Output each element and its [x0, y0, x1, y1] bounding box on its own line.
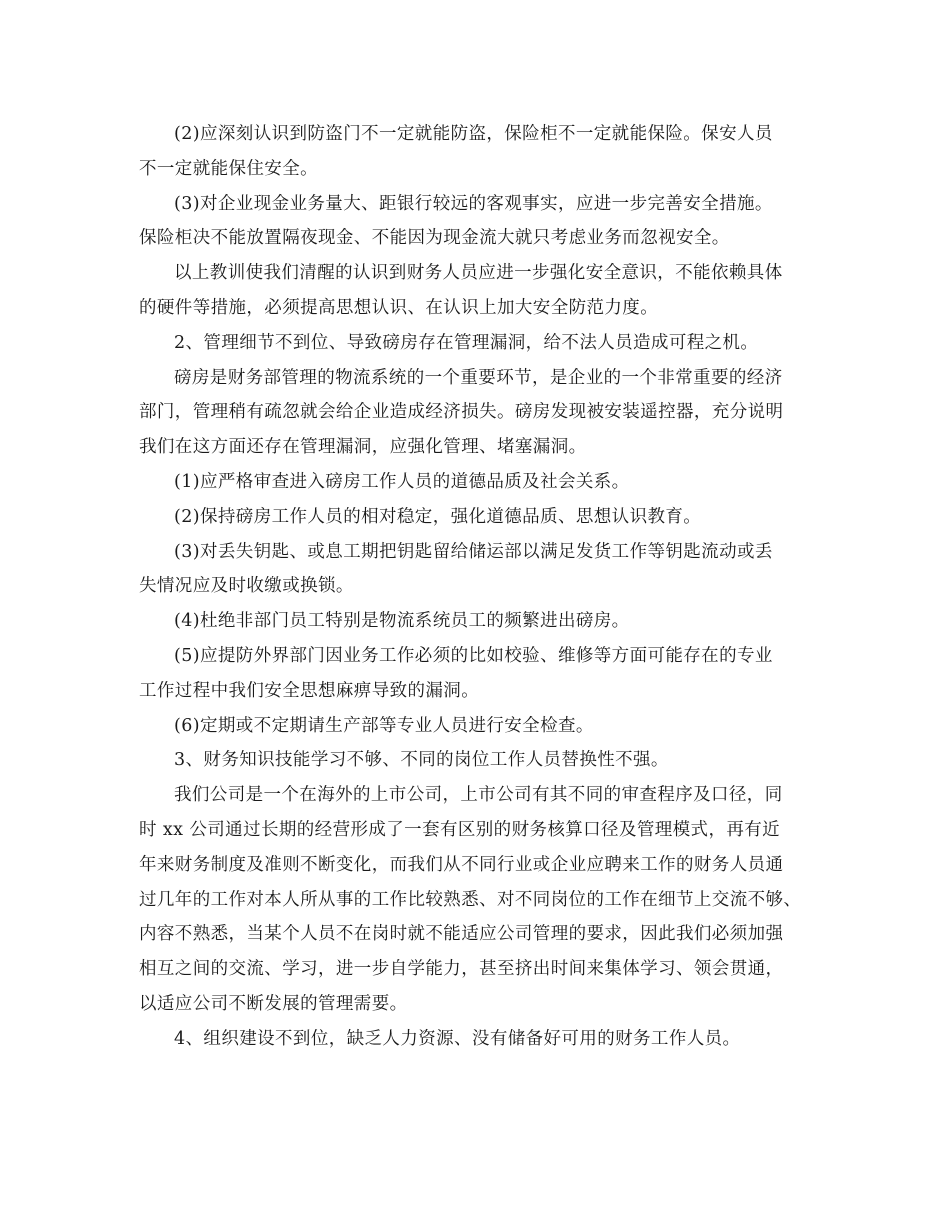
text-line: 4、组织建设不到位，缺乏人力资源、没有储备好可用的财务工作人员。 [174, 1028, 741, 1049]
text-line: (1)应严格审查进入磅房工作人员的道德品质及社会关系。 [174, 471, 630, 492]
text-line: 的硬件等措施，必须提高思想认识、在认识上加大安全防范力度。 [139, 297, 659, 318]
paragraph [139, 117, 829, 187]
text-line: 时 xx 公司通过长期的经营形成了一套有区别的财务核算口径及管理模式，再有近 [139, 819, 781, 840]
paragraph [139, 256, 829, 326]
section-heading [139, 743, 829, 778]
list-item [139, 500, 829, 535]
text-line: 不一定就能保住安全。 [139, 158, 318, 179]
section-heading [139, 1022, 829, 1057]
text-line: (4)杜绝非部门员工特别是物流系统员工的频繁进出磅房。 [174, 611, 630, 632]
text-line: 2、管理细节不到位、导致磅房存在管理漏洞，给不法人员造成可程之机。 [174, 332, 759, 353]
text-line: (3)对丢失钥匙、或息工期把钥匙留给储运部以满足发货工作等钥匙流动或丢 [174, 541, 773, 562]
list-item [139, 604, 829, 639]
list-item [139, 709, 829, 744]
paragraph [139, 778, 829, 1022]
list-item [139, 465, 829, 500]
text-line: 过几年的工作对本人所从事的工作比较熟悉、对不同岗位的工作在细节上交流不够、 [139, 889, 802, 910]
text-line: (5)应提防外界部门因业务工作必须的比如校验、维修等方面可能存在的专业 [174, 645, 773, 666]
paragraph [139, 361, 829, 465]
text-line: 3、财务知识技能学习不够、不同的岗位工作人员替换性不强。 [174, 750, 669, 771]
text-line: 相互之间的交流、学习，进一步自学能力，甚至挤出时间来集体学习、领会贯通， [139, 959, 784, 980]
text-line: (3)对企业现金业务量大、距银行较远的客观事实，应进一步完善安全措施。 [174, 193, 773, 214]
text-line: 年来财务制度及准则不断变化，而我们从不同行业或企业应聘来工作的财务人员通 [139, 854, 784, 875]
text-line: 我们在这方面还存在管理漏洞，应强化管理、堵塞漏洞。 [139, 437, 587, 458]
section-heading [139, 326, 829, 361]
text-line: (2)应深刻认识到防盗门不一定就能防盗，保险柜不一定就能保险。保安人员 [174, 124, 773, 144]
text-line: 工作过程中我们安全思想麻痹导致的漏洞。 [139, 680, 480, 701]
document-body [139, 117, 829, 1057]
text-line: 部门，管理稍有疏忽就会给企业造成经济损失。磅房发现被安装遥控器，充分说明 [139, 402, 784, 423]
list-item [139, 639, 829, 709]
text-line: 我们公司是一个在海外的上市公司，上市公司有其不同的审查程序及口径，同 [174, 785, 783, 806]
text-line: (2)保持磅房工作人员的相对稳定，强化道德品质、思想认识教育。 [174, 506, 702, 527]
text-line: 以适应公司不断发展的管理需要。 [139, 993, 408, 1014]
text-line: 内容不熟悉，当某个人员不在岗时就不能适应公司管理的要求，因此我们必须加强 [139, 924, 784, 945]
text-line: 以上教训使我们清醒的认识到财务人员应进一步强化安全意识，不能依赖具体 [174, 263, 783, 284]
text-line: 保险柜决不能放置隔夜现金、不能因为现金流大就只考虑业务而忽视安全。 [139, 228, 730, 249]
text-line: 失情况应及时收缴或换锁。 [139, 576, 354, 597]
text-line: (6)定期或不定期请生产部等专业人员进行安全检查。 [174, 715, 594, 736]
list-item [139, 535, 829, 605]
paragraph [139, 187, 829, 257]
text-line: 磅房是财务部管理的物流系统的一个重要环节，是企业的一个非常重要的经济 [174, 367, 783, 388]
